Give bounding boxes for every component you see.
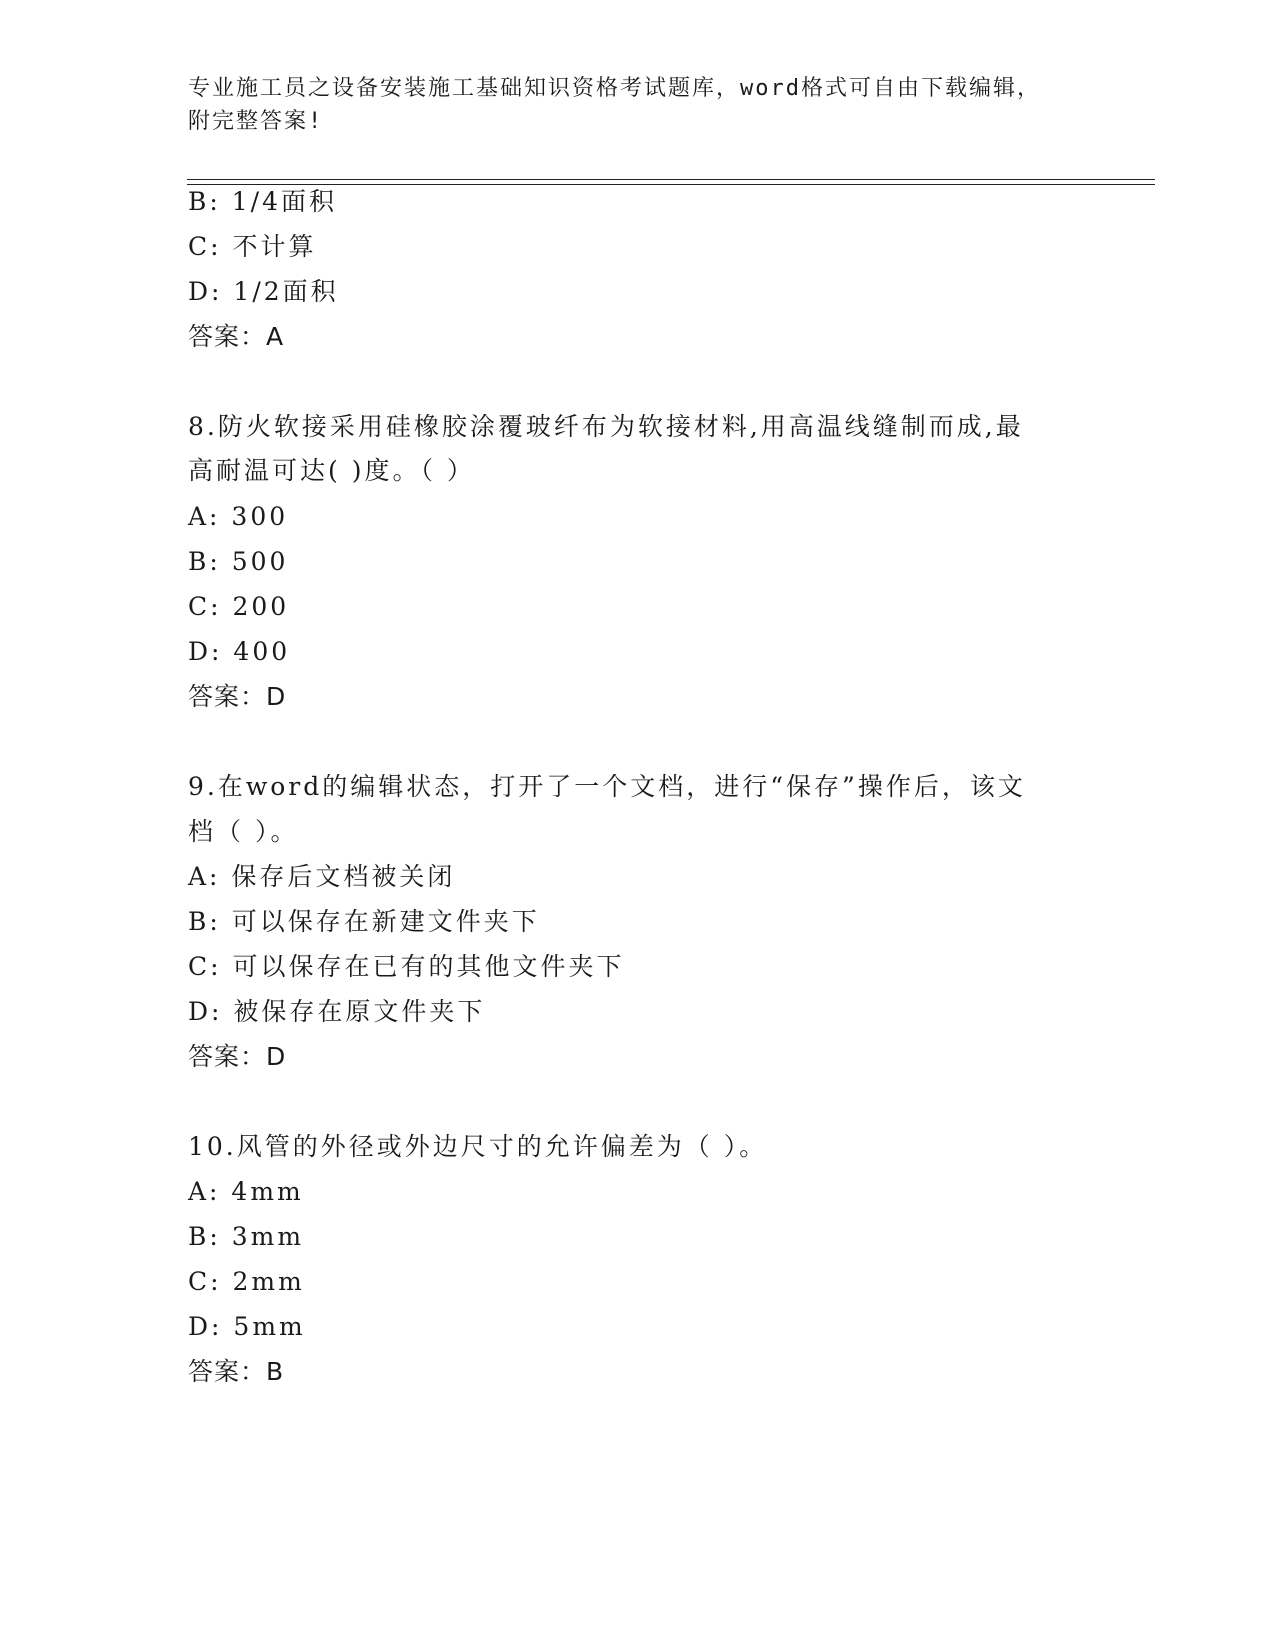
q9-option-b: B: 可以保存在新建文件夹下 bbox=[188, 907, 540, 936]
q10-option-a: A: 4mm bbox=[188, 1177, 304, 1206]
q10-option-c: C: 2mm bbox=[188, 1267, 305, 1296]
q8-option-b: B: 500 bbox=[188, 547, 289, 576]
q9-option-a: A: 保存后文档被关闭 bbox=[188, 862, 456, 891]
header-divider-top bbox=[187, 179, 1155, 180]
q10-answer: 答案：B bbox=[188, 1357, 285, 1386]
header-line-1: 专业施工员之设备安装施工基础知识资格考试题库，word格式可自由下载编辑， bbox=[188, 76, 1041, 101]
q9-answer: 答案：D bbox=[188, 1042, 287, 1071]
q8-option-c: C: 200 bbox=[188, 592, 290, 621]
header-divider-bottom bbox=[187, 184, 1155, 185]
q10-stem: 10.风管的外径或外边尺寸的允许偏差为（ ）。 bbox=[188, 1132, 768, 1161]
q8-stem-line-2: 高耐温可达( )度。（ ） bbox=[188, 456, 475, 485]
header-line-2: 附完整答案! bbox=[188, 109, 324, 134]
q10-option-b: B: 3mm bbox=[188, 1222, 305, 1251]
document-header bbox=[188, 72, 1088, 138]
q7-option-d: D: 1/2面积 bbox=[188, 277, 339, 306]
q9-option-c: C: 可以保存在已有的其他文件夹下 bbox=[188, 952, 625, 981]
q9-option-d: D: 被保存在原文件夹下 bbox=[188, 997, 486, 1026]
q8-option-a: A: 300 bbox=[188, 502, 289, 531]
q10-option-d: D: 5mm bbox=[188, 1312, 306, 1341]
q7-answer: 答案：A bbox=[188, 322, 285, 351]
q8-stem-line-1: 8.防火软接采用硅橡胶涂覆玻纤布为软接材料,用高温线缝制而成,最 bbox=[188, 412, 1024, 441]
q9-stem-line-2: 档（ ）。 bbox=[188, 817, 299, 846]
q8-answer: 答案：D bbox=[188, 682, 287, 711]
q7-option-b: B: 1/4面积 bbox=[188, 187, 337, 216]
q8-option-d: D: 400 bbox=[188, 637, 291, 666]
q7-option-c: C: 不计算 bbox=[188, 232, 317, 261]
q9-stem-line-1: 9.在word的编辑状态，打开了一个文档，进行“保存”操作后，该文 bbox=[188, 772, 1026, 801]
